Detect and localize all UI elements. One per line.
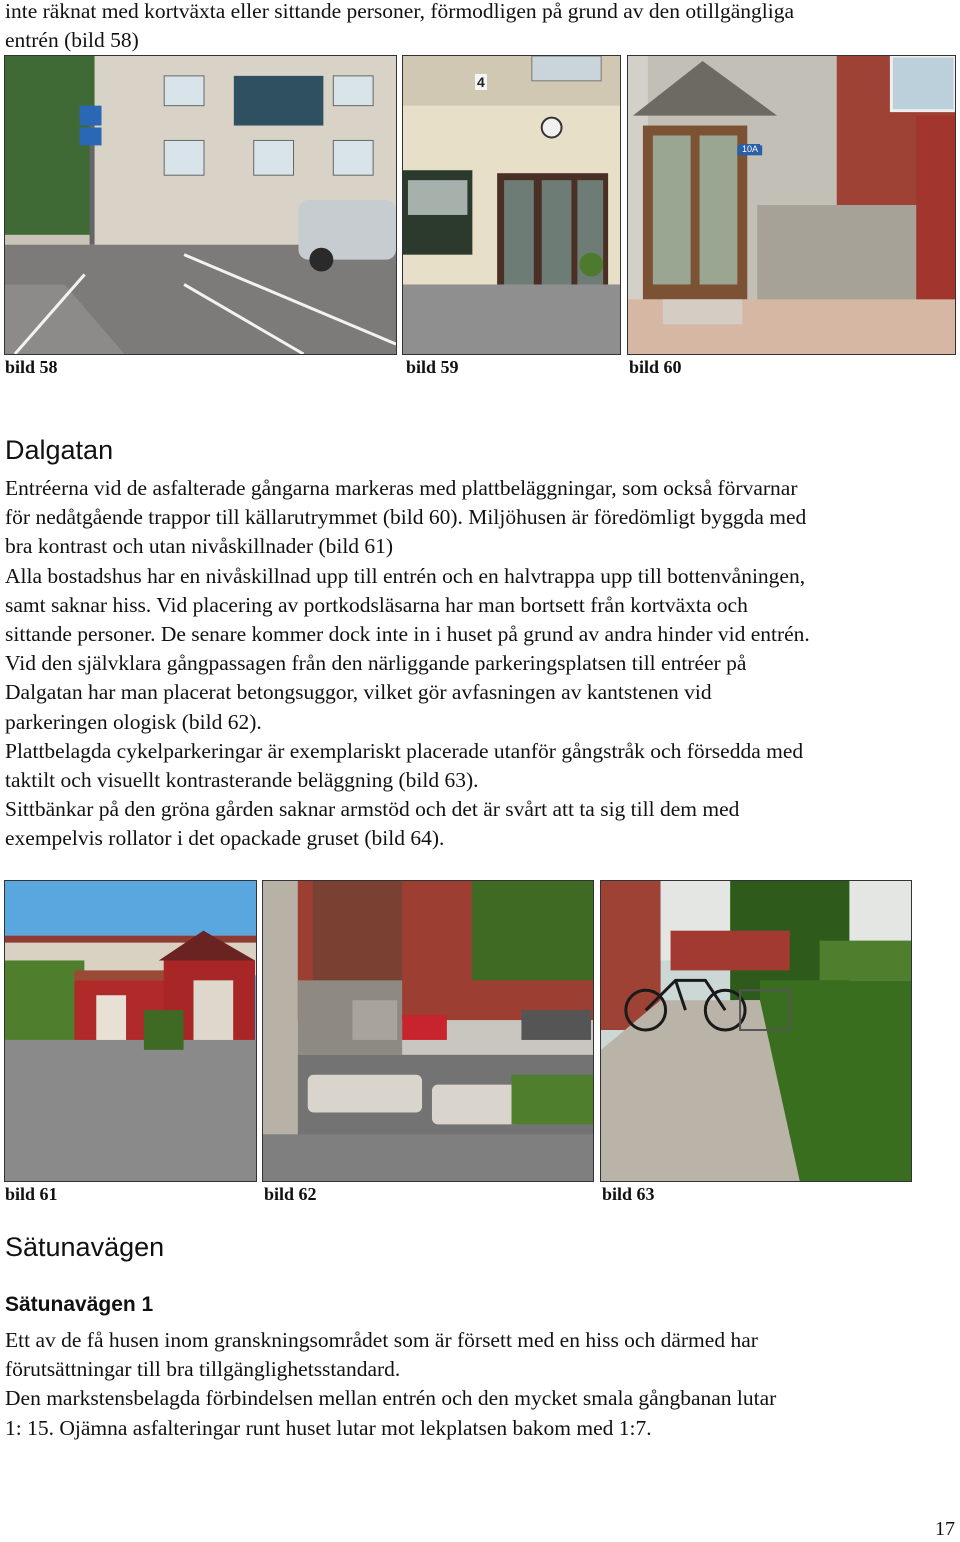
text-line: Dalgatan har man placerat betongsuggor, vilket gör avfasningen av kantstenen vid [5, 680, 712, 705]
text-line: Alla bostadshus har en nivåskillnad upp till entrén och en halvtrappa upp till bottenvåningen, [5, 563, 806, 588]
text-line: taktilt och visuellt kontrasterande beläggning (bild 63). [5, 768, 479, 793]
text-line: parkeringen ologisk (bild 62). [5, 709, 262, 734]
text-line: Den markstensbelagda förbindelsen mellan entrén och den mycket smala gångbanan lutar [5, 1386, 777, 1411]
door-number-sign: 4 [477, 74, 485, 90]
intro-line-1: inte räknat med kortväxta eller sittande personer, förmodligen på grund av den otillgängliga [5, 0, 795, 23]
caption-bild-62: bild 62 [264, 1184, 317, 1204]
dalgatan-paragraph [5, 474, 810, 854]
page-number: 17 [935, 1518, 955, 1540]
text-line: samt saknar hiss. Vid placering av portkodsläsarna har man bortsett från kortväxta och [5, 592, 748, 617]
section-heading-dalgatan: Dalgatan [5, 435, 114, 465]
section-heading-satunavagen: Sätunavägen [5, 1232, 165, 1262]
door-number-sign: 10A [742, 144, 759, 154]
caption-bild-61: bild 61 [5, 1184, 58, 1204]
caption-bild-59: bild 59 [406, 357, 459, 377]
photo-bild-61 [4, 880, 257, 1182]
text-line: förutsättningar till bra tillgänglighetsstandard. [5, 1357, 401, 1382]
text-line: bra kontrast och utan nivåskillnader (bild 61) [5, 534, 394, 559]
text-line: Sittbänkar på den gröna gården saknar armstöd och det är svårt att ta sig till dem med [5, 797, 740, 822]
text-line: exempelvis rollator i det opackade gruset (bild 64). [5, 826, 445, 851]
photo-bild-58 [4, 55, 397, 355]
caption-bild-58: bild 58 [5, 357, 58, 377]
text-line: Plattbelagda cykelparkeringar är exemplariskt placerade utanför gångstråk och försedda med [5, 738, 804, 763]
text-line: för nedåtgående trappor till källarutrymmet (bild 60). Miljöhusen är föredömligt byggda med [5, 505, 807, 530]
photo-bild-63 [600, 880, 912, 1182]
text-line: Entréerna vid de asfalterade gångarna markeras med plattbeläggningar, som också förvarnar [5, 476, 798, 500]
satunavagen-paragraph [5, 1326, 776, 1443]
subsection-heading-satunavagen-1: Sätunavägen 1 [5, 1293, 154, 1316]
intro-line-2: entrén (bild 58) [5, 28, 139, 52]
text-line: Ett av de få husen inom granskningsområdet som är försett med en hiss och därmed har [5, 1328, 758, 1352]
text-line: sittande personer. De senare kommer dock inte in i huset på grund av andra hinder vid entrén. [5, 622, 810, 647]
text-line: 1: 15. Ojämna asfalteringar runt huset lutar mot lekplatsen bakom med 1:7. [5, 1415, 652, 1440]
photo-bild-62 [262, 880, 594, 1182]
photo-bild-59 [402, 55, 621, 355]
caption-bild-60: bild 60 [629, 357, 682, 377]
photo-bild-60 [627, 55, 956, 355]
text-line: Vid den självklara gångpassagen från den närliggande parkeringsplatsen till entréer på [5, 651, 747, 676]
caption-bild-63: bild 63 [602, 1184, 655, 1204]
